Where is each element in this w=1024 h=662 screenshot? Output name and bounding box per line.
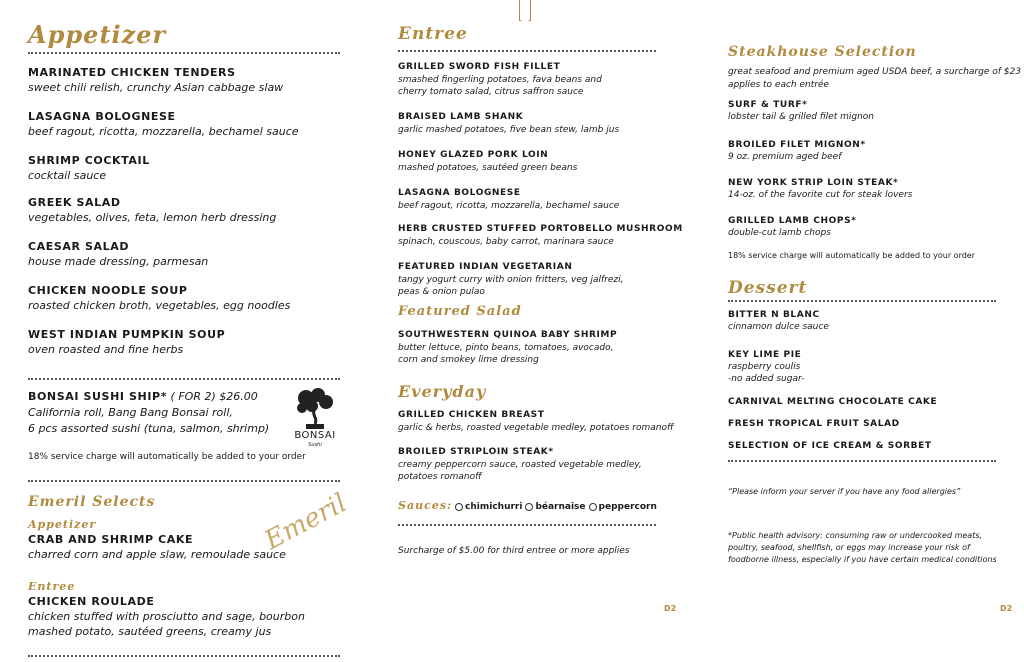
bonsai-desc-line1: California roll, Bang Bang Bonsai roll, xyxy=(28,406,233,419)
menu-item-desc: 9 oz. premium aged beef xyxy=(728,152,842,162)
sauce-option-label: chimichurri xyxy=(465,502,523,512)
divider xyxy=(728,460,996,462)
key-lime-pie-desc-line1: raspberry coulis xyxy=(728,362,801,372)
menu-item-name: CAESAR SALAD xyxy=(28,240,130,253)
emeril-entree-label: Entree xyxy=(28,580,76,593)
quinoa-shrimp-desc-line2: corn and smokey lime dressing xyxy=(398,355,539,365)
bonsai-price: ( FOR 2) $26.00 xyxy=(167,390,258,403)
menu-item-name: NEW YORK STRIP LOIN STEAK* xyxy=(728,178,899,188)
sauce-option[interactable] xyxy=(586,502,657,512)
menu-item-desc: house made dressing, parmesan xyxy=(28,255,209,268)
entree-heading: Entree xyxy=(398,24,468,44)
menu-item-name: HONEY GLAZED PORK LOIN xyxy=(398,150,549,160)
steakhouse-service-note: 18% service charge will automatically be added to your order xyxy=(728,251,976,260)
key-lime-pie-name: KEY LIME PIE xyxy=(728,350,802,360)
radio-icon[interactable] xyxy=(455,503,463,511)
menu-item-name: GRILLED LAMB CHOPS* xyxy=(728,216,857,226)
menu-item-desc: lobster tail & grilled filet mignon xyxy=(728,112,874,122)
menu-item-name: BROILED STRIPLOIN STEAK* xyxy=(398,447,554,457)
menu-item-desc: mashed potatoes, sautéed green beans xyxy=(398,163,578,173)
menu-item-name: MARINATED CHICKEN TENDERS xyxy=(28,66,236,79)
sauces-line xyxy=(398,499,657,512)
chicken-roulade-name: CHICKEN ROULADE xyxy=(28,595,155,608)
fruit-salad-name: FRESH TROPICAL FRUIT SALAD xyxy=(728,419,900,429)
chicken-roulade-desc-line2: mashed potato, sautéed greens, creamy jus xyxy=(28,625,272,638)
menu-item-desc: double-cut lamb chops xyxy=(728,228,831,238)
divider xyxy=(728,300,996,302)
dessert-heading: Dessert xyxy=(728,278,808,298)
menu-item-desc: garlic mashed potatoes, five bean stew, lamb jus xyxy=(398,125,620,135)
page-number-middle: D2 xyxy=(664,604,677,613)
emeril-signature-text: Emeril xyxy=(259,488,352,556)
menu-item-name: LASAGNA BOLOGNESE xyxy=(398,188,521,198)
sauce-option[interactable] xyxy=(452,502,522,512)
menu-item-desc: beef ragout, ricotta, mozzarella, bechamel sauce xyxy=(398,201,620,211)
menu-item-desc: cherry tomato salad, citrus saffron sauce xyxy=(398,87,584,97)
menu-item-name: HERB CRUSTED STUFFED PORTOBELLO MUSHROOM xyxy=(398,224,683,234)
bonsai-desc-line2: 6 pcs assorted sushi (tuna, salmon, shrimp) xyxy=(28,422,270,435)
featured-salad-heading: Featured Salad xyxy=(398,304,522,319)
bonsai-logo xyxy=(292,388,338,450)
menu-item-name: BROILED FILET MIGNON* xyxy=(728,140,866,150)
allergy-note: “Please inform your server if you have any food allergies” xyxy=(728,487,961,496)
menu-item-desc: roasted chicken broth, vegetables, egg noodles xyxy=(28,299,291,312)
menu-item-desc: beef ragout, ricotta, mozzarella, bechamel sauce xyxy=(28,125,299,138)
menu-item-desc: sweet chili relish, crunchy Asian cabbage slaw xyxy=(28,81,284,94)
sauce-option-label: béarnaise xyxy=(535,502,586,512)
everyday-heading: Everyday xyxy=(398,382,487,401)
bonsai-logo-subtext: Sushi xyxy=(308,442,322,448)
menu-item-desc: spinach, couscous, baby carrot, marinara sauce xyxy=(398,237,614,247)
page-number-right: D2 xyxy=(1000,604,1013,613)
bookmark-ribbon-icon xyxy=(519,0,531,21)
menu-item-name: LASAGNA BOLOGNESE xyxy=(28,110,176,123)
steakhouse-heading: Steakhouse Selection xyxy=(728,44,917,60)
emeril-selects-heading: Emeril Selects xyxy=(28,494,156,510)
bonsai-service-note: 18% service charge will automatically be added to your order xyxy=(28,452,306,462)
menu-item-name: BRAISED LAMB SHANK xyxy=(398,112,524,122)
sauce-option-label: peppercorn xyxy=(598,502,657,512)
menu-item-desc: cocktail sauce xyxy=(28,169,107,182)
divider xyxy=(398,524,656,526)
bonsai-tree-icon xyxy=(292,388,338,432)
menu-item-name: FEATURED INDIAN VEGETARIAN xyxy=(398,262,573,272)
quinoa-shrimp-desc-line1: butter lettuce, pinto beans, tomatoes, avocado, xyxy=(398,343,614,353)
divider xyxy=(28,480,340,482)
menu-item-name: GRILLED CHICKEN BREAST xyxy=(398,410,545,420)
crab-shrimp-cake-desc: charred corn and apple slaw, remoulade sauce xyxy=(28,548,286,561)
menu-item-name: WEST INDIAN PUMPKIN SOUP xyxy=(28,328,226,341)
menu-item-name: GREEK SALAD xyxy=(28,196,121,209)
menu-item-name: CHICKEN NOODLE SOUP xyxy=(28,284,188,297)
divider xyxy=(28,378,340,380)
quinoa-shrimp-name: SOUTHWESTERN QUINOA BABY SHRIMP xyxy=(398,330,618,340)
menu-item-desc: tangy yogurt curry with onion fritters, veg jalfrezi, xyxy=(398,275,624,285)
bonsai-logo-text: BONSAI xyxy=(294,430,336,441)
emeril-signature xyxy=(259,488,356,582)
menu-item-desc: oven roasted and fine herbs xyxy=(28,343,184,356)
menu-item-desc: smashed fingerling potatoes, fava beans and xyxy=(398,75,602,85)
menu-item-name: GRILLED SWORD FISH FILLET xyxy=(398,62,561,72)
menu-item-desc: 14-oz. of the favorite cut for steak lovers xyxy=(728,190,913,200)
sauce-option[interactable] xyxy=(522,502,585,512)
emeril-appetizer-label: Appetizer xyxy=(28,518,97,531)
menu-item-desc: potatoes romanoff xyxy=(398,472,482,482)
chicken-roulade-desc-line1: chicken stuffed with prosciutto and sage, bourbon xyxy=(28,610,305,623)
sauces-label: Sauces: xyxy=(398,499,453,512)
radio-icon[interactable] xyxy=(589,503,597,511)
steakhouse-intro-line2: applies to each entrée xyxy=(728,80,830,90)
menu-item-desc: creamy peppercorn sauce, roasted vegetable medley, xyxy=(398,460,642,470)
divider xyxy=(28,655,340,657)
menu-item-desc: vegetables, olives, feta, lemon herb dressing xyxy=(28,211,277,224)
ice-cream-sorbet-name: SELECTION OF ICE CREAM & SORBET xyxy=(728,441,932,451)
surcharge-note: Surcharge of $5.00 for third entree or more applies xyxy=(398,546,630,556)
menu-item-name: SURF & TURF* xyxy=(728,100,808,110)
divider xyxy=(398,50,656,52)
bonsai-sushi-ship-name: BONSAI SUSHI SHIP* xyxy=(28,390,168,403)
menu-item-name: SHRIMP COCKTAIL xyxy=(28,154,150,167)
health-advisory: *Public health advisory: consuming raw or undercooked meats, poultry, seafood, shellfish, or eggs may increase your risk of foodborne illness, especially if you have certain medical conditions xyxy=(728,531,997,564)
menu-item-desc: peas & onion pulao xyxy=(398,287,485,297)
appetizer-heading: Appetizer xyxy=(28,20,167,49)
bitter-n-blanc-name: BITTER N BLANC xyxy=(728,310,820,320)
bitter-n-blanc-desc: cinnamon dulce sauce xyxy=(728,322,829,332)
radio-icon[interactable] xyxy=(525,503,533,511)
crab-shrimp-cake-name: CRAB AND SHRIMP CAKE xyxy=(28,533,194,546)
carnival-cake-name: CARNIVAL MELTING CHOCOLATE CAKE xyxy=(728,397,938,407)
divider xyxy=(28,52,340,54)
sauce-options xyxy=(452,502,657,512)
key-lime-pie-desc-line2: -no added sugar- xyxy=(728,374,805,384)
menu-item-desc: garlic & herbs, roasted vegetable medley, potatoes romanoff xyxy=(398,423,674,433)
steakhouse-intro-line1: great seafood and premium aged USDA beef, a surcharge of $23 xyxy=(728,67,1021,77)
